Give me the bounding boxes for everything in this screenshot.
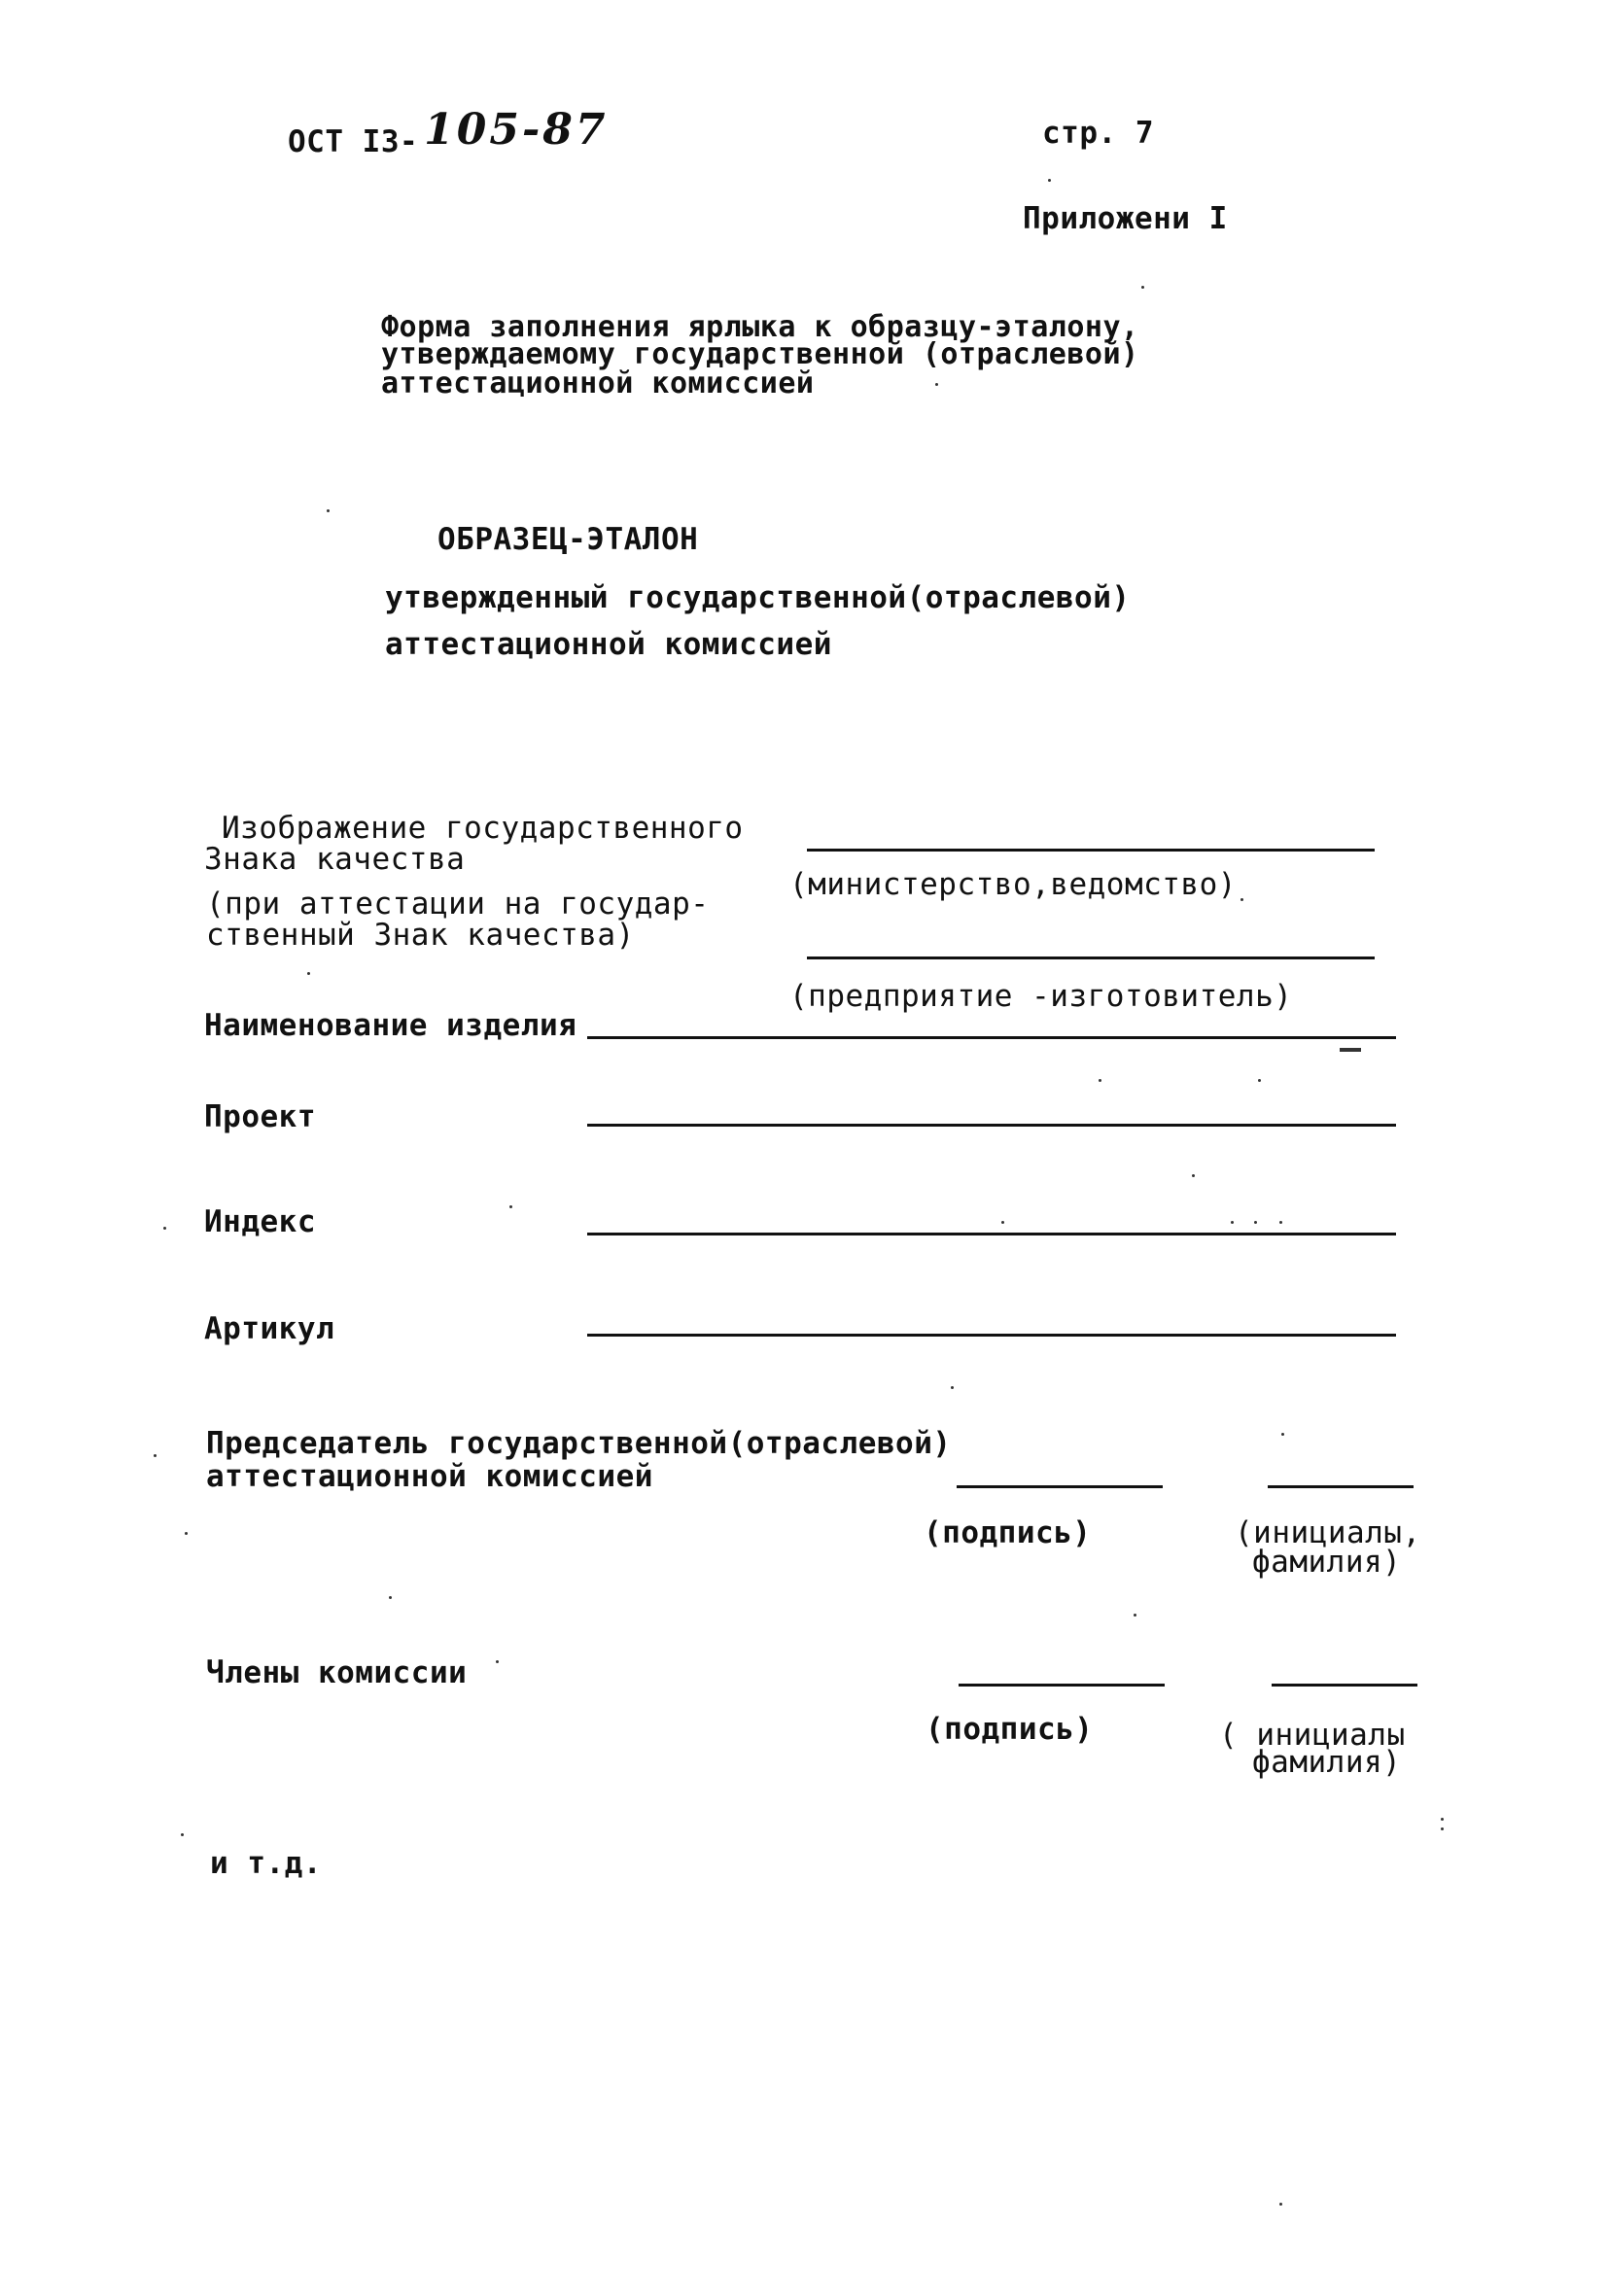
page-number: стр. 7 [1042,116,1154,151]
scan-speck [1134,1614,1136,1617]
intro-line-3: аттестационной комиссией [381,366,815,400]
scan-speck [1048,179,1051,182]
ministry-line[interactable] [807,849,1375,852]
scan-speck [1254,1221,1257,1224]
project-line[interactable] [587,1124,1396,1127]
chairman-initials-caption-2: фамилия) [1252,1545,1402,1580]
scan-speck [1340,1048,1361,1052]
appendix-label: Приложени I [1023,201,1228,236]
scan-speck [1001,1221,1004,1224]
scan-speck [154,1454,157,1457]
scan-speck [1279,1221,1282,1224]
article-label: Артикул [204,1311,335,1346]
etc-note: и т.д. [210,1846,322,1881]
sample-title: ОБРАЗЕЦ-ЭТАЛОН [437,522,699,557]
scan-speck [181,1833,184,1836]
scan-speck [389,1596,392,1599]
scan-speck [1192,1174,1195,1177]
chairman-initials-caption-1: (инициалы, [1235,1515,1421,1550]
product-name-label: Наименование изделия [204,1008,577,1043]
sample-line-1: утвержденный государственной(отраслевой) [385,580,1131,615]
scan-speck [951,1386,954,1389]
quality-mark-label-2: Знака качества [204,842,466,877]
sample-line-2: аттестационной комиссией [385,627,832,662]
members-initials-caption-2: фамилия) [1252,1745,1402,1780]
members-label: Члены комиссии [206,1655,468,1690]
scan-speck [1258,1079,1261,1082]
scan-speck [1441,1827,1444,1830]
quality-mark-note-1: (при аттестации на государ- [206,887,710,922]
article-line[interactable] [587,1334,1396,1337]
scan-speck [163,1227,166,1230]
scan-speck [1281,1433,1284,1436]
scan-speck [1441,1818,1444,1821]
chairman-signature-caption: (подпись) [924,1515,1092,1550]
manufacturer-line[interactable] [807,957,1375,959]
scan-speck [935,383,938,386]
index-label: Индекс [204,1204,316,1239]
quality-mark-note-2: ственный Знак качества) [206,918,635,953]
intro-line-2: утверждаемому государственной (отраслевой) [381,337,1139,371]
index-line[interactable] [587,1233,1396,1235]
members-signature-line[interactable] [959,1684,1165,1687]
scan-speck [327,509,330,512]
standard-number [288,105,609,159]
chairman-initials-line[interactable] [1268,1485,1414,1488]
scan-speck [1099,1079,1101,1082]
intro-line-1: Форма заполнения ярлыка к образцу-эталону, [381,310,1139,344]
scan-speck [185,1532,188,1535]
handwritten-standard-number: 105-87 [424,105,609,155]
chairman-label-1: Председатель государственной(отраслевой) [206,1426,952,1461]
product-name-line[interactable] [587,1036,1396,1039]
scan-speck [307,972,310,975]
chairman-label-2: аттестационной комиссией [206,1459,653,1494]
scan-speck [509,1205,512,1208]
members-initials-caption-1: ( инициалы [1219,1718,1406,1753]
members-initials-line[interactable] [1272,1684,1417,1687]
scan-speck [496,1660,499,1663]
standard-prefix: ОСТ I3- [288,124,419,159]
scan-speck [1240,898,1243,901]
members-signature-caption: (подпись) [926,1712,1094,1747]
manufacturer-caption: (предприятие -изготовитель) [789,979,1293,1014]
scan-speck [1279,2203,1282,2206]
quality-mark-label-1: Изображение государственного [222,811,744,846]
ministry-caption: (министерство,ведомство) [789,867,1237,902]
scan-speck [1231,1221,1234,1224]
scan-speck [1141,286,1144,289]
project-label: Проект [204,1099,316,1134]
chairman-signature-line[interactable] [957,1485,1163,1488]
